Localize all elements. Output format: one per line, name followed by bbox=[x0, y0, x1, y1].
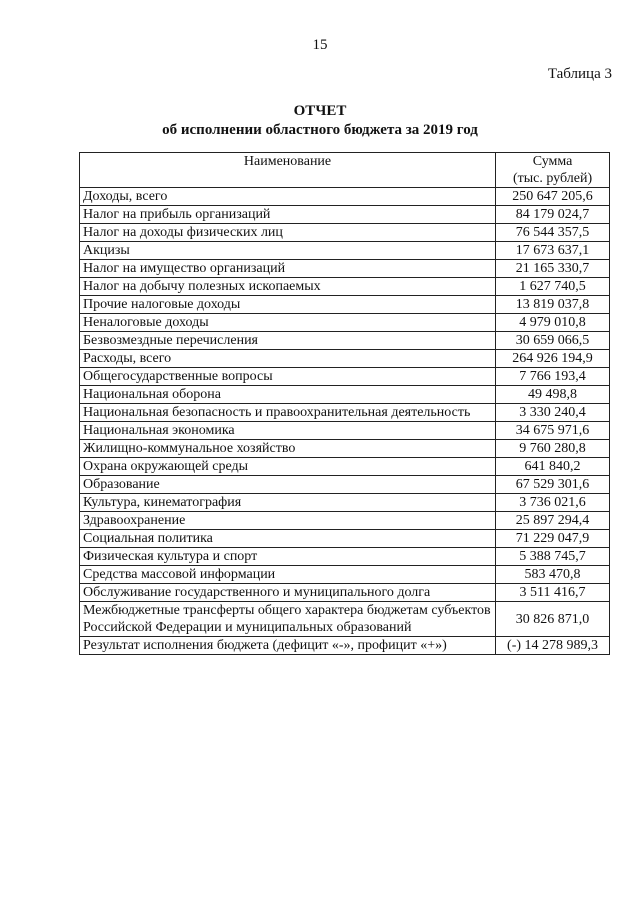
table-row bbox=[80, 494, 610, 512]
row-sum: 13 819 037,8 bbox=[496, 296, 610, 314]
row-name: Безвозмездные перечисления bbox=[80, 332, 496, 350]
row-name: Акцизы bbox=[80, 242, 496, 260]
row-name: Охрана окружающей среды bbox=[80, 458, 496, 476]
row-sum: 264 926 194,9 bbox=[496, 350, 610, 368]
row-sum: 17 673 637,1 bbox=[496, 242, 610, 260]
row-name: Национальная экономика bbox=[80, 422, 496, 440]
table-row bbox=[80, 242, 610, 260]
row-name: Средства массовой информации bbox=[80, 566, 496, 584]
row-sum: 34 675 971,6 bbox=[496, 422, 610, 440]
row-name: Налог на добычу полезных ископаемых bbox=[80, 278, 496, 296]
row-name: Образование bbox=[80, 476, 496, 494]
row-sum: 3 511 416,7 bbox=[496, 584, 610, 602]
row-name: Жилищно-коммунальное хозяйство bbox=[80, 440, 496, 458]
row-name: Физическая культура и спорт bbox=[80, 548, 496, 566]
table-row bbox=[80, 278, 610, 296]
row-name: Неналоговые доходы bbox=[80, 314, 496, 332]
row-sum: 3 330 240,4 bbox=[496, 404, 610, 422]
row-sum: 5 388 745,7 bbox=[496, 548, 610, 566]
table-row bbox=[80, 476, 610, 494]
row-name: Общегосударственные вопросы bbox=[80, 368, 496, 386]
table-row bbox=[80, 314, 610, 332]
header-sum-line-2: (тыс. рублей) bbox=[512, 171, 593, 186]
row-sum: 9 760 280,8 bbox=[496, 440, 610, 458]
row-name: Налог на прибыль организаций bbox=[80, 206, 496, 224]
row-sum: 49 498,8 bbox=[496, 386, 610, 404]
table-row bbox=[80, 512, 610, 530]
row-sum: 76 544 357,5 bbox=[496, 224, 610, 242]
row-name: Культура, кинематография bbox=[80, 494, 496, 512]
table-row bbox=[80, 206, 610, 224]
row-name: Доходы, всего bbox=[80, 188, 496, 206]
page-number: 15 bbox=[312, 37, 328, 53]
table-row bbox=[80, 224, 610, 242]
table-row bbox=[80, 188, 610, 206]
row-name: Налог на имущество организаций bbox=[80, 260, 496, 278]
row-sum: 21 165 330,7 bbox=[496, 260, 610, 278]
table-row bbox=[80, 350, 610, 368]
table-row bbox=[80, 440, 610, 458]
table-row bbox=[80, 386, 610, 404]
row-name: Здравоохранение bbox=[80, 512, 496, 530]
row-sum: 3 736 021,6 bbox=[496, 494, 610, 512]
header-sum bbox=[496, 153, 610, 188]
row-sum: 583 470,8 bbox=[496, 566, 610, 584]
table-row bbox=[80, 584, 610, 602]
table-row bbox=[80, 296, 610, 314]
table-header-row bbox=[80, 153, 610, 188]
row-sum: 67 529 301,6 bbox=[496, 476, 610, 494]
header-name: Наименование bbox=[80, 153, 496, 188]
table-row bbox=[80, 566, 610, 584]
table-row bbox=[80, 548, 610, 566]
table-row bbox=[80, 422, 610, 440]
table-row bbox=[80, 260, 610, 278]
row-name: Национальная оборона bbox=[80, 386, 496, 404]
row-name: Социальная политика bbox=[80, 530, 496, 548]
row-sum: 84 179 024,7 bbox=[496, 206, 610, 224]
row-name: Национальная безопасность и правоохранительная деятельность bbox=[80, 404, 496, 422]
table-row bbox=[80, 530, 610, 548]
report-title bbox=[0, 102, 640, 140]
row-sum: 250 647 205,6 bbox=[496, 188, 610, 206]
report-title-line-2: об исполнении областного бюджета за 2019 год bbox=[162, 122, 478, 138]
table-row bbox=[80, 637, 610, 655]
row-sum: 30 826 871,0 bbox=[496, 602, 610, 637]
row-sum: 641 840,2 bbox=[496, 458, 610, 476]
header-sum-line-1: Сумма bbox=[532, 154, 573, 169]
row-sum: 30 659 066,5 bbox=[496, 332, 610, 350]
row-name: Результат исполнения бюджета (дефицит «-», профицит «+») bbox=[80, 637, 496, 655]
table-row bbox=[80, 602, 610, 637]
row-name: Прочие налоговые доходы bbox=[80, 296, 496, 314]
budget-report-table bbox=[79, 152, 610, 655]
row-sum: 7 766 193,4 bbox=[496, 368, 610, 386]
table-row bbox=[80, 368, 610, 386]
row-sum: (-) 14 278 989,3 bbox=[496, 637, 610, 655]
row-name: Обслуживание государственного и муниципального долга bbox=[80, 584, 496, 602]
table-row bbox=[80, 458, 610, 476]
row-name: Межбюджетные трансферты общего характера бюджетам субъектов Российской Федерации и муниципальных образований bbox=[80, 602, 496, 637]
report-title-line-1: ОТЧЕТ bbox=[293, 103, 347, 119]
table-row bbox=[80, 404, 610, 422]
table-label: Таблица 3 bbox=[547, 66, 612, 82]
row-sum: 25 897 294,4 bbox=[496, 512, 610, 530]
row-sum: 1 627 740,5 bbox=[496, 278, 610, 296]
row-sum: 71 229 047,9 bbox=[496, 530, 610, 548]
row-name: Налог на доходы физических лиц bbox=[80, 224, 496, 242]
row-sum: 4 979 010,8 bbox=[496, 314, 610, 332]
row-name: Расходы, всего bbox=[80, 350, 496, 368]
table-row bbox=[80, 332, 610, 350]
